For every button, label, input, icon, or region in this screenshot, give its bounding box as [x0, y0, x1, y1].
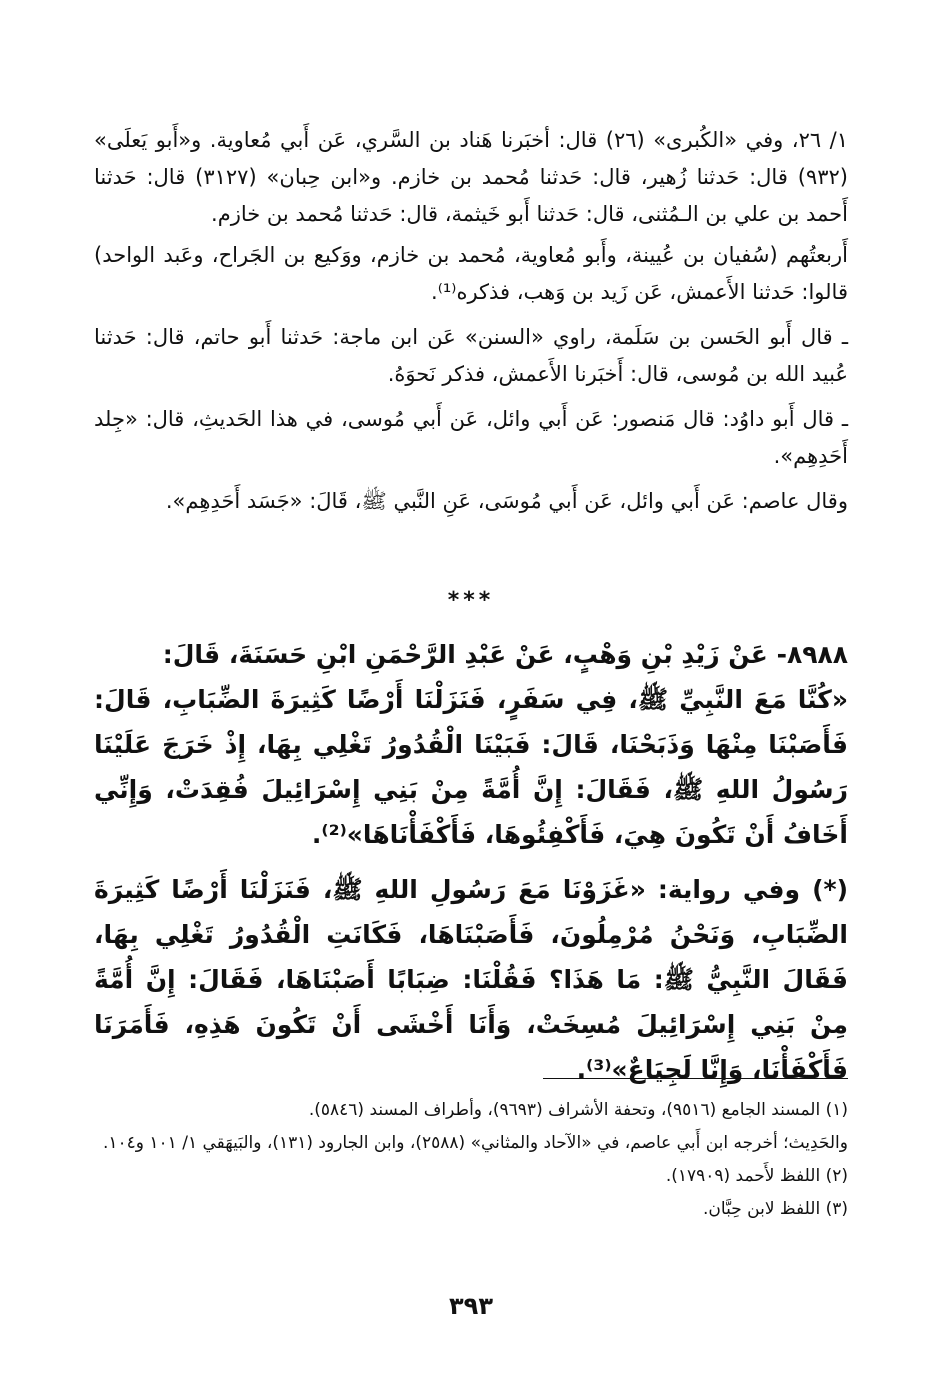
footnotes-section: [94, 1094, 848, 1226]
hadith-text: «كُنَّا مَعَ النَّبِيِّ ﷺ، فِي سَفَرٍ، فَنَزَلْنَا أَرْضًا كَثِيرَةَ الضِّبَابِ، قَالَ: فَأَصَبْنَا مِنْهَا وَذَبَحْنَا، قَالَ: فَبَيْنَا الْقُدُورُ تَغْلِي بِهَا، إِذْ خَرَجَ عَلَيْنَا رَسُولُ اللهِ ﷺ، فَقَالَ: إِنَّ أُمَّةً مِنْ بَنِي إِسْرَائِيلَ فُقِدَتْ، وَإِنِّي أَخَافُ أَنْ تَكُونَ هِيَ، فَأَكْفِئُوهَا، فَأَكْفَأْنَاهَا»⁽²⁾.: [94, 685, 848, 849]
hadith-heading: ٨٩٨٨- عَنْ زَيْدِ بْنِ وَهْبٍ، عَنْ عَبْدِ الرَّحْمَنِ ابْنِ حَسَنَةَ، قَالَ:: [162, 640, 848, 669]
hadith-section: [94, 632, 848, 1092]
section-separator: ***: [447, 588, 495, 613]
note-paragraph-abu-dawud: ـ قال أَبو داوُد: قال مَنصور: عَن أَبي وائل، عَن أَبي مُوسى، في هذا الحَديثِ، قال: «جِلد أَحَدِهِم».: [94, 407, 848, 468]
source-paragraph: ١/ ٢٦، وفي «الكُبرى» (٢٦) قال: أخبَرنا هَناد بن السَّري، عَن أَبي مُعاوية. و«أَبو يَعلَى» (٩٣٢) قال: حَدثنا زُهير، قال: حَدثنا مُحمد بن خازم. و«ابن حِبان» (٣١٢٧) قال: حَدثنا أَحمد بن علي بن الـمُثنى، قال: حَدثنا أَبو خَيثمة، قال: حَدثنا مُحمد بن خازم.: [94, 128, 848, 226]
footnote-1: (١) المسند الجامع (٩٥١٦)، وتحفة الأشراف (٩٦٩٣)، وأطراف المسند (٥٨٤٦).: [308, 1100, 848, 1120]
hadith-variant-text: (*) وفي رواية: «غَزَوْنَا مَعَ رَسُولِ اللهِ ﷺ، فَنَزَلْنَا أَرْضًا كَثِيرَةَ الضِّبَابِ، وَنَحْنُ مُرْمِلُونَ، فَأَصَبْنَاهَا، فَكَانَتِ الْقُدُورُ تَغْلِي بِهَا، فَقَالَ النَّبِيُّ ﷺ: مَا هَذَا؟ فَقُلْنَا: ضِبَابًا أَصَبْنَاهَا، فَقَالَ: إِنَّ أُمَّةً مِنْ بَنِي إِسْرَائِيلَ مُسِخَتْ، وَأَنَا أَخْشَى أَنْ تَكُونَ هَذِهِ، فَأَمَرَنَا فَأَكْفَأْنَا، وَإِنَّا لَجِيَاعٌ»⁽³⁾.: [94, 875, 848, 1084]
note-paragraph-asim: وقال عاصم: عَن أَبي وائل، عَن أَبي مُوسَى، عَنِ النَّبي ﷺ، قَالَ: «جَسَد أَحَدِهِم».: [165, 489, 848, 513]
footnote-2: (٢) اللفظ لأَحمد (١٧٩٠٩).: [665, 1166, 848, 1186]
footnote-1-continued: والحَدِيث؛ أخرجه ابن أَبي عاصم، في «الآحاد والمثاني» (٢٥٨٨)، وابن الجارود (١٣١)، والبَيهَقي ١/ ١٠١ و١٠٤.: [102, 1133, 848, 1153]
note-paragraph-ibn-majah: ـ قال أَبو الحَسن بن سَلَمة، راوي «السنن» عَن ابن ماجة: حَدثنا أَبو حاتم، قال: حَدثنا عُبيد الله بن مُوسى، قال: أَخبَرنا الأَعمش، فذكر نَحوَهُ.: [94, 325, 848, 386]
intro-section: [94, 122, 848, 520]
page-number: ٣٩٣: [449, 1292, 493, 1320]
footnote-3: (٣) اللفظ لابن حِبَّان.: [703, 1199, 848, 1219]
footnote-divider: [543, 1078, 848, 1079]
narrators-paragraph: أَربعتُهم (سُفيان بن عُيينة، وأَبو مُعاوية، مُحمد بن خازم، ووَكيع بن الجَراح، وعَبد الواحد) قالوا: حَدثنا الأَعمش، عَن زَيد بن وَهب، فذكره⁽¹⁾.: [94, 243, 848, 304]
